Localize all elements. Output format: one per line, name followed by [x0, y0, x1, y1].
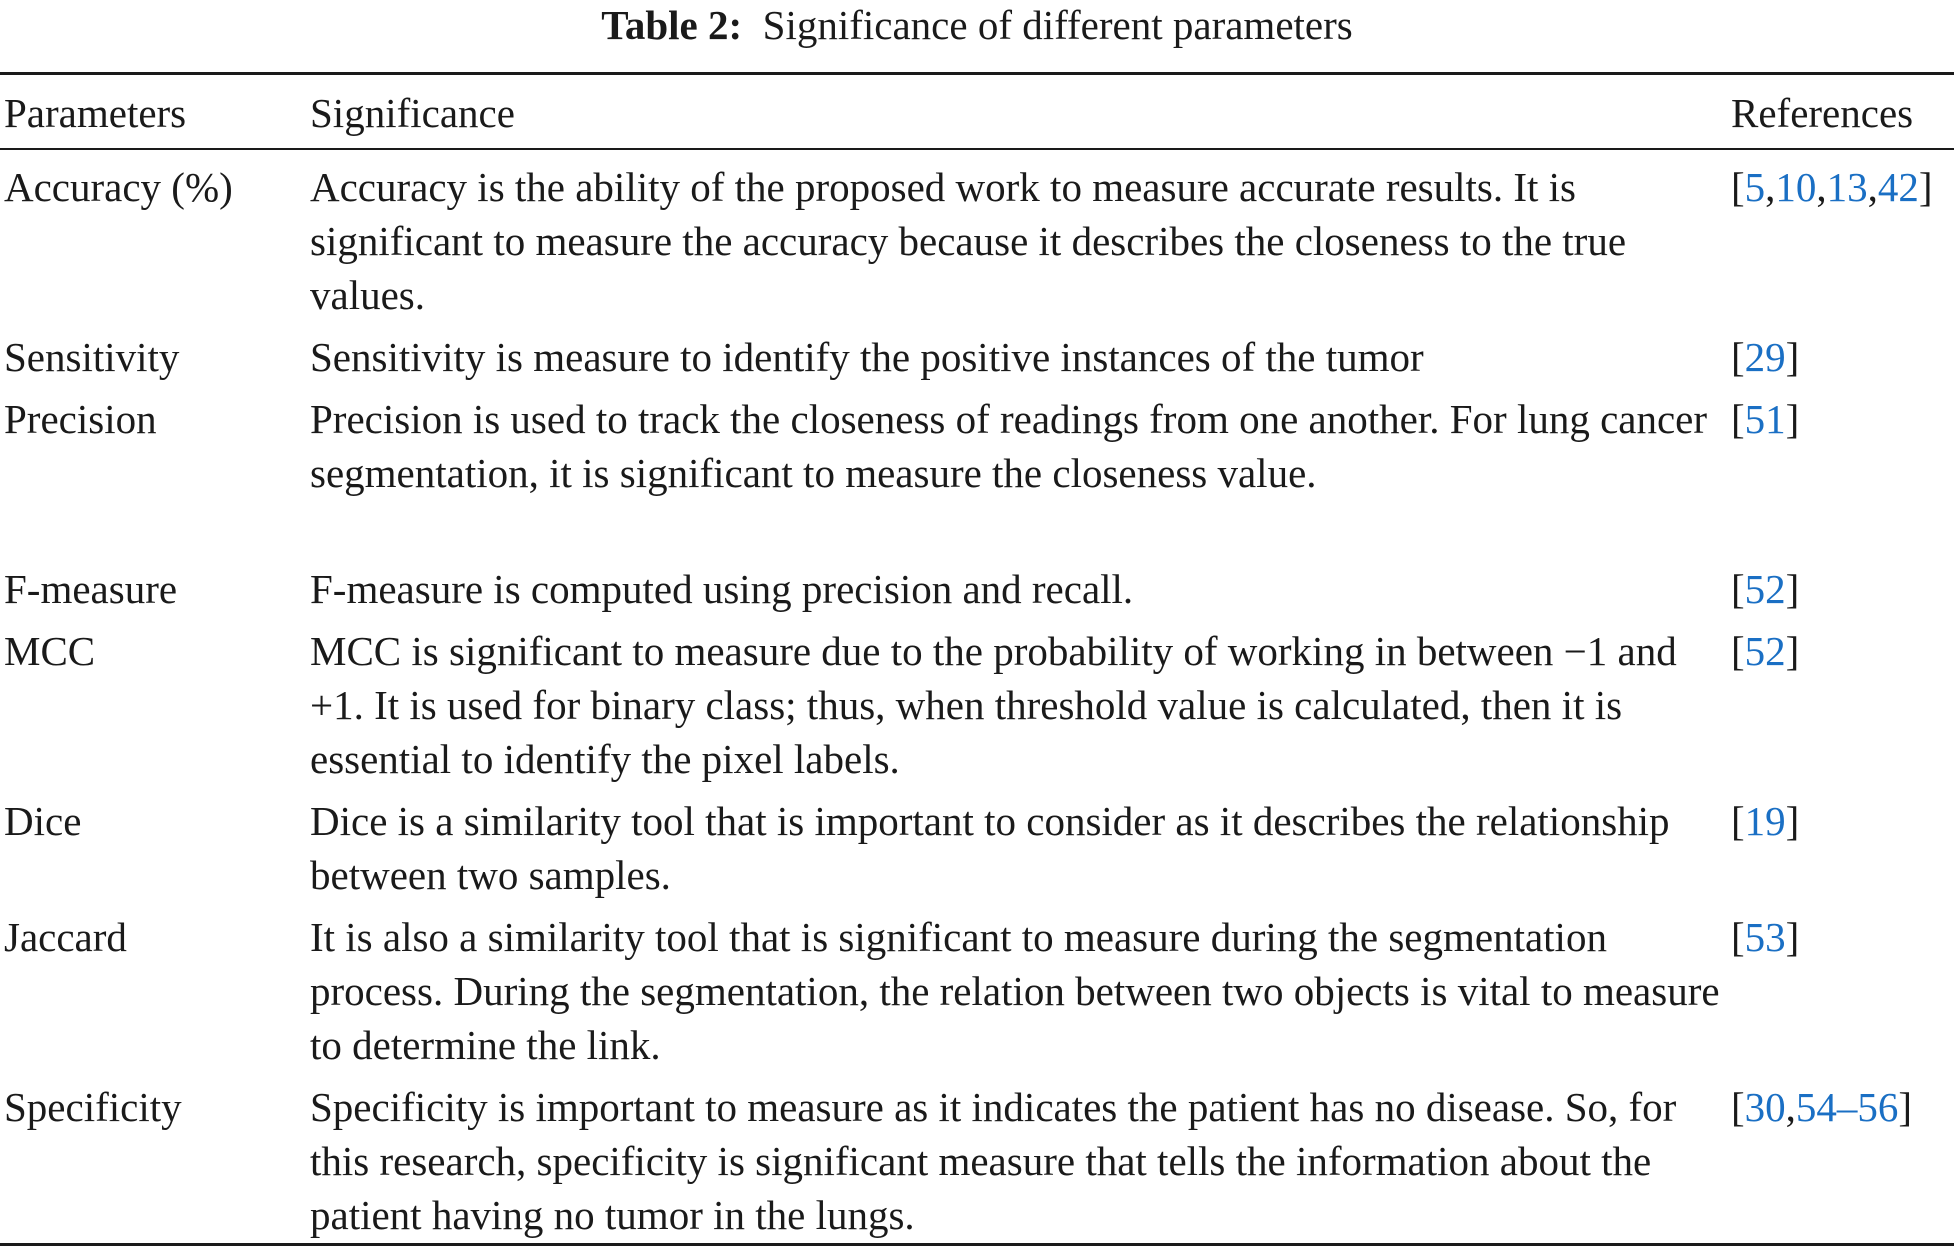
- cell-significance: MCC is significant to measure due to the probability of working in between −1 and +1. It is used for binary class; thus, when threshold value is calculated, then it is essential to identify the pixel labels.: [310, 628, 1677, 782]
- cell-significance: Precision is used to track the closeness of readings from one another. For lung cancer segmentation, it is significant to measure the closeness value.: [310, 396, 1708, 496]
- reference-link[interactable]: 10: [1775, 164, 1817, 210]
- cell-parameter: Accuracy (%): [4, 164, 233, 210]
- table-row: [0, 910, 1954, 1072]
- header-rule: [0, 148, 1954, 150]
- reference-link[interactable]: 29: [1744, 334, 1786, 380]
- reference-link[interactable]: 5: [1744, 164, 1766, 210]
- table-row: [0, 794, 1954, 902]
- cell-parameter: Sensitivity: [4, 334, 180, 380]
- table-row: [0, 392, 1954, 554]
- cell-references: [53]: [1731, 914, 1800, 960]
- cell-references: [19]: [1731, 798, 1800, 844]
- table-caption-text: Significance of different parameters: [762, 2, 1353, 48]
- cell-references: [5,10,13,42]: [1731, 164, 1933, 210]
- table-row: [0, 562, 1954, 616]
- cell-significance: Sensitivity is measure to identify the positive instances of the tumor: [310, 334, 1424, 380]
- table-row: [0, 160, 1954, 322]
- cell-parameter: Precision: [4, 396, 157, 442]
- reference-link[interactable]: 52: [1744, 628, 1786, 674]
- reference-link[interactable]: 19: [1744, 798, 1786, 844]
- top-rule: [0, 72, 1954, 75]
- reference-link[interactable]: 51: [1744, 396, 1786, 442]
- cell-references: [52]: [1731, 628, 1800, 674]
- cell-significance: Specificity is important to measure as it indicates the patient has no disease. So, for this research, specificity is significant measure that tells the information about the patient having no tumor in the lungs.: [310, 1084, 1677, 1238]
- table-row: [0, 1080, 1954, 1242]
- reference-link[interactable]: 53: [1744, 914, 1786, 960]
- header-parameters: Parameters: [4, 90, 187, 136]
- reference-link[interactable]: 52: [1744, 566, 1786, 612]
- cell-references: [51]: [1731, 396, 1800, 442]
- table-row: [0, 330, 1954, 384]
- cell-parameter: Specificity: [4, 1084, 182, 1130]
- cell-parameter: MCC: [4, 628, 96, 674]
- cell-parameter: F-measure: [4, 566, 178, 612]
- cell-significance: Dice is a similarity tool that is important to consider as it describes the relationship between two samples.: [310, 798, 1670, 898]
- cell-references: [30,54–56]: [1731, 1084, 1913, 1130]
- reference-link[interactable]: 13: [1826, 164, 1868, 210]
- cell-significance: It is also a similarity tool that is significant to measure during the segmentation process. During the segmentation, the relation between two objects is vital to measure to determine the link.: [310, 914, 1720, 1068]
- reference-link[interactable]: 30: [1744, 1084, 1786, 1130]
- bottom-rule: [0, 1243, 1954, 1246]
- header-significance: Significance: [310, 90, 515, 136]
- cell-parameter: Jaccard: [4, 914, 127, 960]
- reference-link[interactable]: 54–56: [1795, 1084, 1899, 1130]
- cell-references: [29]: [1731, 334, 1800, 380]
- table-row: [0, 624, 1954, 786]
- table-header-row: [0, 85, 1954, 141]
- cell-significance: Accuracy is the ability of the proposed work to measure accurate results. It is significant to measure the accuracy because it describes the closeness to the true values.: [310, 164, 1627, 318]
- cell-significance: F-measure is computed using precision and recall.: [310, 566, 1134, 612]
- cell-parameter: Dice: [4, 798, 82, 844]
- table-body: [0, 160, 1954, 1250]
- table-caption: [0, 0, 1954, 50]
- reference-link[interactable]: 42: [1877, 164, 1919, 210]
- table-caption-label: Table 2:: [601, 2, 743, 48]
- header-references: References: [1731, 90, 1914, 136]
- cell-references: [52]: [1731, 566, 1800, 612]
